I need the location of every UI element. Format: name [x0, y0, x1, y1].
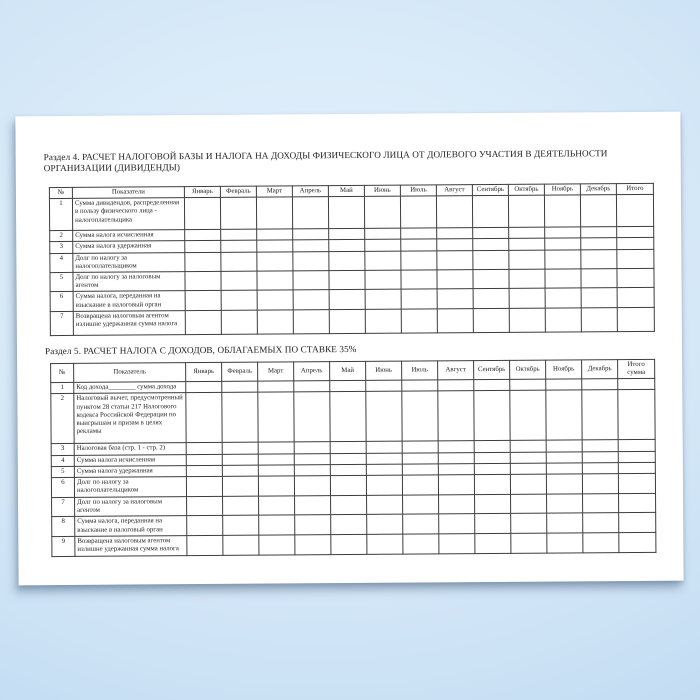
value-cell	[330, 381, 366, 392]
row-number-cell: 2	[50, 231, 73, 242]
value-cell	[257, 252, 293, 272]
value-cell	[257, 271, 293, 291]
indicator-cell: Возвращена налоговым агентом излишне удержанная сумма налога	[73, 310, 185, 335]
value-cell	[618, 390, 655, 440]
column-header: Май	[328, 185, 364, 196]
value-cell	[258, 465, 294, 476]
column-header: Август	[438, 360, 474, 380]
column-header: Ноябрь	[546, 360, 582, 380]
value-cell	[223, 516, 259, 536]
table-row	[49, 195, 653, 231]
value-cell	[366, 380, 402, 391]
value-cell	[619, 532, 656, 552]
row-number-cell: 9	[52, 536, 75, 556]
column-header: Июль	[402, 361, 438, 381]
value-cell	[547, 533, 583, 553]
value-cell	[402, 391, 438, 441]
value-cell	[581, 249, 617, 269]
indicator-cell: Сумма налога исчисленная	[73, 230, 185, 242]
value-cell	[258, 392, 294, 442]
value-cell	[439, 533, 475, 553]
table-row	[51, 390, 655, 444]
value-cell	[508, 195, 544, 227]
value-cell	[221, 291, 257, 311]
value-cell	[256, 197, 292, 229]
value-cell	[402, 441, 438, 452]
value-cell	[223, 535, 259, 555]
indicator-cell: Сумма налога удержанная	[74, 465, 186, 477]
value-cell	[473, 308, 509, 332]
row-number-cell: 7	[52, 497, 75, 517]
value-cell	[618, 473, 655, 493]
value-cell	[365, 270, 401, 290]
value-cell	[580, 195, 616, 227]
value-cell	[186, 382, 222, 393]
value-cell	[257, 310, 293, 334]
value-cell	[474, 463, 510, 474]
column-header: Декабрь	[582, 359, 618, 379]
value-cell	[439, 514, 475, 534]
value-cell	[222, 381, 258, 392]
value-cell	[186, 393, 222, 443]
column-header: Июль	[400, 185, 436, 196]
value-cell	[438, 475, 474, 495]
value-cell	[185, 252, 221, 272]
value-cell	[259, 535, 295, 555]
table-row	[52, 532, 656, 556]
value-cell	[509, 269, 545, 289]
value-cell	[187, 516, 223, 536]
value-cell	[583, 532, 619, 552]
value-cell	[330, 453, 366, 464]
value-cell	[366, 453, 402, 464]
value-cell	[473, 269, 509, 289]
value-cell	[294, 476, 330, 496]
indicator-cell: Налоговый вычет, предусмотренный пунктом 28 статьи 217 Налогового кодекса Российской Федерации по выигрышам и призам в целях рекламы	[74, 393, 186, 444]
value-cell	[438, 380, 474, 391]
value-cell	[186, 443, 222, 454]
indicator-cell: Сумма налога исчисленная	[74, 454, 186, 466]
value-cell	[582, 474, 618, 494]
value-cell	[617, 288, 654, 308]
value-cell	[365, 251, 401, 271]
value-cell	[329, 240, 365, 251]
value-cell	[257, 290, 293, 310]
value-cell	[618, 440, 655, 451]
value-cell	[511, 533, 547, 553]
column-header: Показатель	[74, 362, 186, 382]
value-cell	[221, 229, 257, 240]
value-cell	[365, 290, 401, 310]
value-cell	[330, 392, 366, 442]
value-cell	[545, 227, 581, 238]
value-cell	[475, 514, 511, 534]
row-number-cell: 7	[50, 311, 73, 335]
value-cell	[222, 393, 258, 443]
row-number-cell: 1	[51, 383, 74, 394]
value-cell	[329, 309, 365, 333]
value-cell	[366, 464, 402, 475]
value-cell	[293, 240, 329, 251]
value-cell	[294, 453, 330, 464]
column-header: №	[51, 363, 74, 383]
row-number-cell: 5	[50, 272, 73, 292]
value-cell	[546, 440, 582, 451]
value-cell	[618, 462, 655, 473]
row-number-cell: 6	[51, 477, 74, 497]
value-cell	[364, 196, 400, 228]
value-cell	[330, 464, 366, 475]
value-cell	[473, 228, 509, 239]
column-header: Февраль	[220, 186, 256, 197]
value-cell	[221, 310, 257, 334]
value-cell	[438, 391, 474, 441]
row-number-cell: 8	[52, 517, 75, 537]
value-cell	[582, 462, 618, 473]
value-cell	[401, 270, 437, 290]
value-cell	[475, 494, 511, 514]
value-cell	[293, 290, 329, 310]
column-header: Март	[256, 186, 292, 197]
value-cell	[295, 534, 331, 554]
value-cell	[331, 534, 367, 554]
row-number-cell: 2	[51, 394, 74, 444]
value-cell	[184, 198, 220, 230]
value-cell	[438, 441, 474, 452]
value-cell	[187, 535, 223, 555]
value-cell	[509, 250, 545, 270]
indicator-cell: Долг по налогу за налогоплательщиком	[74, 477, 186, 498]
value-cell	[509, 308, 545, 332]
value-cell	[509, 239, 545, 250]
value-cell	[367, 495, 403, 515]
value-cell	[293, 309, 329, 333]
value-cell	[472, 196, 508, 228]
value-cell	[257, 229, 293, 240]
section4-title: Раздел 4. РАСЧЕТ НАЛОГОВОЙ БАЗЫ И НАЛОГА НА ДОХОДЫ ФИЗИЧЕСКОГО ЛИЦА ОТ ДОЛЕВОГО УЧАСТИЯ В ДЕЯТЕЛЬНОСТИ ОРГАНИЗАЦИИ (ДИВИДЕНДЫ)	[43, 148, 608, 174]
value-cell	[618, 379, 655, 390]
value-cell	[258, 476, 294, 496]
value-cell	[331, 515, 367, 535]
indicator-cell: Возвращена налоговым агентом излишне удержанная сумма налога	[75, 535, 187, 556]
value-cell	[545, 249, 581, 269]
value-cell	[221, 241, 257, 252]
value-cell	[367, 515, 403, 535]
indicator-cell: Код дохода________ сумма дохода	[74, 382, 186, 394]
value-cell	[367, 534, 403, 554]
column-header: Апрель	[292, 186, 328, 197]
table-row	[50, 307, 654, 335]
value-cell	[257, 240, 293, 251]
value-cell	[546, 474, 582, 494]
row-number-cell: 3	[51, 444, 74, 455]
value-cell	[619, 513, 656, 533]
value-cell	[474, 441, 510, 452]
value-cell	[474, 474, 510, 494]
value-cell	[186, 476, 222, 496]
value-cell	[403, 534, 439, 554]
column-header: №	[49, 187, 72, 198]
value-cell	[222, 454, 258, 465]
indicator-cell: Сумма налога удержанная	[73, 241, 185, 253]
value-cell	[582, 440, 618, 451]
value-cell	[473, 250, 509, 270]
value-cell	[437, 270, 473, 290]
value-cell	[401, 239, 437, 250]
column-header: Март	[258, 362, 294, 382]
indicator-cell: Сумма налога, переданная на взыскание в налоговый орган	[73, 291, 185, 311]
column-header: Октябрь	[508, 184, 544, 195]
value-cell	[402, 380, 438, 391]
value-cell	[222, 465, 258, 476]
value-cell	[475, 533, 511, 553]
value-cell	[328, 197, 364, 229]
value-cell	[402, 464, 438, 475]
column-header: Декабрь	[580, 184, 616, 195]
value-cell	[581, 288, 617, 308]
value-cell	[437, 228, 473, 239]
value-cell	[403, 495, 439, 515]
value-cell	[546, 390, 582, 440]
indicator-cell: Налоговая база (стр. 1 - стр. 2)	[74, 443, 186, 455]
indicator-cell: Сумма налога, переданная на взыскание в налоговый орган	[75, 516, 187, 536]
value-cell	[258, 442, 294, 453]
column-header: Январь	[184, 186, 220, 197]
value-cell	[403, 514, 439, 534]
value-cell	[365, 228, 401, 239]
value-cell	[581, 238, 617, 249]
value-cell	[186, 454, 222, 465]
value-cell	[185, 271, 221, 291]
value-cell	[401, 289, 437, 309]
value-cell	[401, 228, 437, 239]
value-cell	[186, 465, 222, 476]
value-cell	[187, 496, 223, 516]
value-cell	[546, 463, 582, 474]
value-cell	[437, 250, 473, 270]
value-cell	[617, 268, 654, 288]
indicator-cell: Долг по налогу за налоговым агентом	[75, 497, 187, 517]
value-cell	[366, 442, 402, 453]
value-cell	[221, 271, 257, 291]
value-cell	[619, 493, 656, 513]
column-header: Январь	[186, 362, 222, 382]
value-cell	[294, 464, 330, 475]
value-cell	[331, 495, 367, 515]
value-cell	[473, 289, 509, 309]
value-cell	[582, 390, 618, 440]
section5-title: Раздел 5. РАСЧЕТ НАЛОГА С ДОХОДОВ, ОБЛАГАЕМЫХ ПО СТАВКЕ 35%	[44, 343, 357, 356]
value-cell	[329, 290, 365, 310]
column-header: Август	[436, 185, 472, 196]
value-cell	[330, 475, 366, 495]
value-cell	[547, 513, 583, 533]
value-cell	[437, 308, 473, 332]
value-cell	[258, 381, 294, 392]
indicator-cell: Сумма дивидендов, распределенная в пользу физического лица - налогоплательщика	[72, 198, 184, 231]
column-header: Сентябрь	[474, 360, 510, 380]
value-cell	[582, 451, 618, 462]
column-header: Сентябрь	[472, 184, 508, 195]
value-cell	[617, 249, 654, 269]
value-cell	[220, 197, 256, 229]
value-cell	[617, 238, 654, 249]
value-cell	[366, 392, 402, 442]
document-page	[15, 112, 683, 586]
column-header: Показатели	[72, 187, 184, 199]
row-number-cell: 4	[51, 455, 74, 466]
value-cell	[329, 270, 365, 290]
value-cell	[400, 196, 436, 228]
value-cell	[546, 379, 582, 390]
value-cell	[329, 229, 365, 240]
value-cell	[185, 291, 221, 311]
value-cell	[295, 496, 331, 516]
column-header: Ноябрь	[544, 184, 580, 195]
value-cell	[510, 391, 546, 441]
value-cell	[436, 196, 472, 228]
row-number-cell: 3	[50, 242, 73, 253]
value-cell	[545, 269, 581, 289]
value-cell	[293, 271, 329, 291]
value-cell	[365, 309, 401, 333]
column-header: Итого	[616, 183, 653, 194]
value-cell	[401, 309, 437, 333]
value-cell	[295, 515, 331, 535]
value-cell	[474, 380, 510, 391]
value-cell	[293, 229, 329, 240]
value-cell	[292, 197, 328, 229]
value-cell	[223, 496, 259, 516]
column-header: Июнь	[366, 361, 402, 381]
value-cell	[293, 251, 329, 271]
column-header: Февраль	[222, 362, 258, 382]
value-cell	[617, 227, 654, 238]
value-cell	[185, 230, 221, 241]
value-cell	[259, 496, 295, 516]
value-cell	[402, 453, 438, 464]
value-cell	[545, 238, 581, 249]
value-cell	[581, 227, 617, 238]
value-cell	[618, 451, 655, 462]
value-cell	[222, 476, 258, 496]
value-cell	[439, 495, 475, 515]
value-cell	[438, 463, 474, 474]
value-cell	[402, 475, 438, 495]
value-cell	[474, 452, 510, 463]
value-cell	[583, 513, 619, 533]
value-cell	[546, 452, 582, 463]
value-cell	[545, 288, 581, 308]
value-cell	[401, 250, 437, 270]
value-cell	[366, 475, 402, 495]
row-number-cell: 5	[51, 466, 74, 477]
column-header: Июнь	[364, 185, 400, 196]
value-cell	[330, 442, 366, 453]
section4-table	[49, 183, 655, 336]
column-header: Октябрь	[510, 360, 546, 380]
value-cell	[259, 515, 295, 535]
row-number-cell: 6	[50, 292, 73, 312]
indicator-cell: Долг по налогу за налоговым агентом	[73, 272, 185, 292]
value-cell	[474, 391, 510, 441]
value-cell	[582, 379, 618, 390]
value-cell	[329, 251, 365, 271]
value-cell	[437, 239, 473, 250]
value-cell	[365, 240, 401, 251]
value-cell	[185, 310, 221, 334]
value-cell	[616, 195, 653, 227]
value-cell	[510, 463, 546, 474]
value-cell	[511, 494, 547, 514]
value-cell	[509, 289, 545, 309]
value-cell	[544, 195, 580, 227]
value-cell	[294, 442, 330, 453]
value-cell	[294, 381, 330, 392]
value-cell	[547, 494, 583, 514]
value-cell	[221, 252, 257, 272]
value-cell	[617, 307, 654, 331]
value-cell	[258, 454, 294, 465]
value-cell	[185, 241, 221, 252]
row-number-cell: 1	[49, 199, 72, 231]
value-cell	[509, 227, 545, 238]
column-header: Апрель	[294, 361, 330, 381]
value-cell	[438, 452, 474, 463]
value-cell	[510, 452, 546, 463]
value-cell	[583, 494, 619, 514]
value-cell	[510, 379, 546, 390]
value-cell	[510, 474, 546, 494]
value-cell	[581, 269, 617, 289]
column-header: Итого сумма	[618, 359, 655, 379]
value-cell	[294, 392, 330, 442]
value-cell	[473, 239, 509, 250]
value-cell	[510, 441, 546, 452]
indicator-cell: Долг по налогу за налогоплательщиком	[73, 252, 185, 272]
value-cell	[545, 308, 581, 332]
value-cell	[222, 443, 258, 454]
value-cell	[581, 307, 617, 331]
section5-table	[50, 359, 656, 557]
row-number-cell: 4	[50, 253, 73, 273]
value-cell	[437, 289, 473, 309]
column-header: Май	[330, 361, 366, 381]
value-cell	[511, 514, 547, 534]
